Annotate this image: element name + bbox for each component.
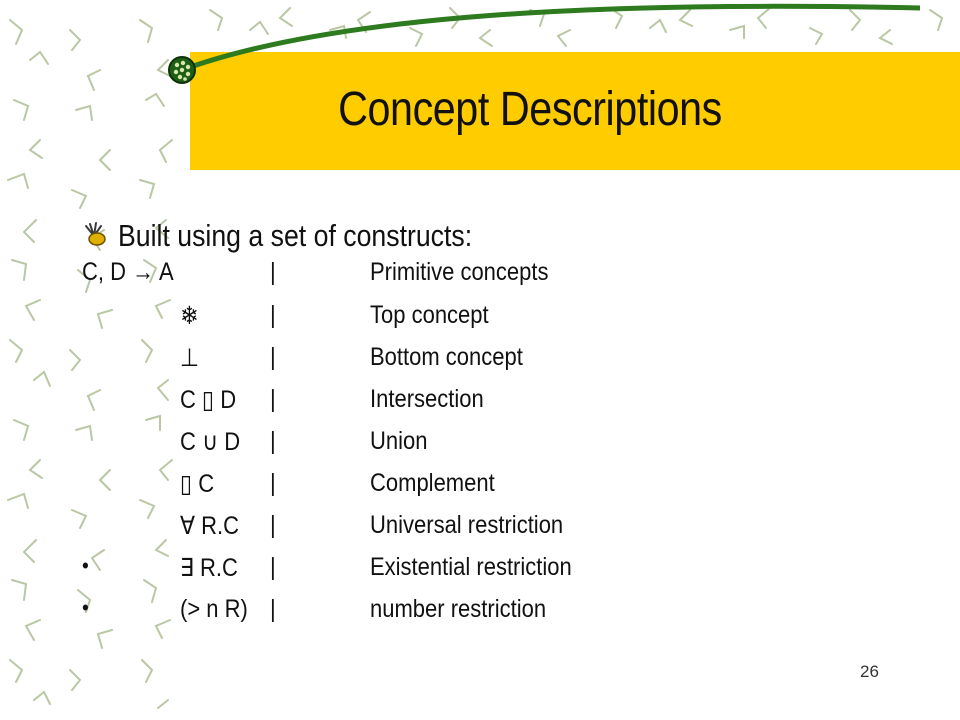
globe-ball-icon [167, 55, 197, 85]
row-expression: ▯ C [180, 470, 215, 498]
row-description: Top concept [370, 301, 489, 329]
construct-row [0, 511, 960, 551]
row-description: Existential restriction [370, 553, 572, 581]
flower-bullet-icon [80, 220, 108, 248]
construct-row [0, 469, 960, 509]
construct-row [0, 301, 960, 341]
row-description: Universal restriction [370, 511, 564, 539]
row-expression: (> n R) [180, 595, 248, 623]
row-separator: | [270, 595, 276, 623]
row-description: Union [370, 427, 428, 455]
row-expression: ⊥ [180, 344, 200, 372]
row-left-text: C, D → A [82, 258, 174, 286]
row-left-text: • [82, 553, 89, 578]
construct-row [0, 553, 960, 593]
lead-bullet-text: Built using a set of constructs: [118, 218, 473, 253]
row-expression: ∃ R.C [180, 554, 238, 582]
row-expression: ❄ [180, 302, 199, 330]
slide-title: Concept Descriptions [338, 83, 722, 136]
row-separator: | [270, 469, 276, 497]
row-description: Bottom concept [370, 343, 523, 371]
row-separator: | [270, 343, 276, 371]
row-description: Primitive concepts [370, 258, 549, 286]
row-separator: | [270, 258, 276, 286]
row-expression: ∀ R.C [180, 512, 240, 540]
row-description: number restriction [370, 595, 547, 623]
row-separator: | [270, 385, 276, 413]
construct-row [0, 258, 960, 298]
row-separator: | [270, 553, 276, 581]
row-description: Intersection [370, 385, 484, 413]
row-expression: C ▯ D [180, 386, 237, 414]
construct-row [0, 343, 960, 383]
row-separator: | [270, 301, 276, 329]
construct-row [0, 427, 960, 467]
row-left-text: • [82, 595, 89, 620]
construct-row [0, 595, 960, 635]
row-separator: | [270, 427, 276, 455]
row-description: Complement [370, 469, 495, 497]
page-number: 26 [860, 662, 879, 681]
construct-row [0, 385, 960, 425]
row-separator: | [270, 511, 276, 539]
row-expression: C ∪ D [180, 428, 241, 456]
